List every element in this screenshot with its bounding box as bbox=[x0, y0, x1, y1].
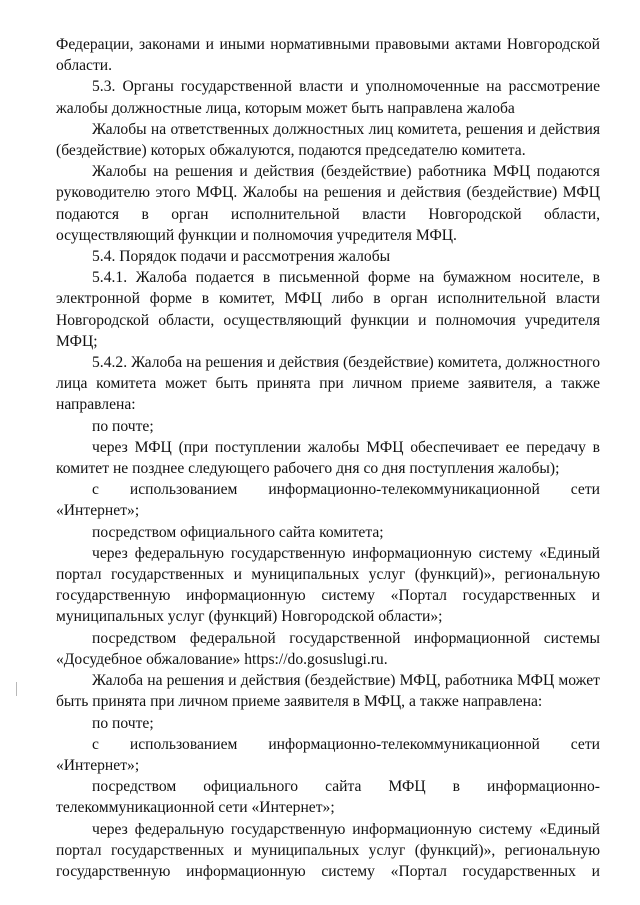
paragraph-continuation: Федерации, законами и иными нормативными правовыми актами Новгородской области. bbox=[56, 36, 600, 75]
list-item-internet-2: с использованием информационно-телекоммуникационной сети «Интернет»; bbox=[56, 735, 600, 774]
list-item-via-mfc: через МФЦ (при поступлении жалобы МФЦ обеспечивает ее передачу в комитет не позднее следующего рабочего дня со дня поступления жалобы); bbox=[56, 438, 600, 478]
list-item-federal-portal-2: через федеральную государственную информационную систему «Единый портал государственных и муниципальных услуг (функций)», региональную государственную информационную систему «Портал государственных и bbox=[56, 820, 600, 880]
margin-mark bbox=[16, 682, 17, 696]
paragraph-mfc-complaints: Жалобы на решения и действия (бездействие) работника МФЦ подаются руководителю этого МФЦ. Жалобы на решения и действия (бездействие) МФЦ подаются в орган исполнительной власти Новгородской области, осуществляющий функции и полномочия учредителя МФЦ. bbox=[56, 163, 600, 244]
section-heading-5-3: 5.3. Органы государственной власти и уполномоченные на рассмотрение жалобы должностные лица, которым может быть направлена жалоба bbox=[56, 78, 600, 117]
list-item-federal-portal: через федеральную государственную информационную систему «Единый портал государственных и муниципальных услуг (функций)», региональную государственную информационную систему «Портал государственных и муниципальных услуг (функций) Новгородской области»; bbox=[56, 544, 600, 626]
list-item-by-mail-2: по почте; bbox=[92, 714, 154, 732]
list-item-internet: с использованием информационно-телекоммуникационной сети «Интернет»; bbox=[56, 481, 600, 520]
list-item-pretrial-appeal: посредством федеральной государственной информационной системы «Досудебное обжалование» https://do.gosuslugi.ru. bbox=[56, 629, 600, 668]
section-heading-5-4: 5.4. Порядок подачи и рассмотрения жалобы bbox=[92, 248, 391, 266]
list-item-committee-site: посредством официального сайта комитета; bbox=[92, 523, 384, 541]
paragraph-committee-complaints: Жалобы на ответственных должностных лиц комитета, решения и действия (бездействие) которых обжалуются, подаются председателю комитета. bbox=[56, 120, 600, 160]
list-item-mfc-site: посредством официального сайта МФЦ в информационно-телекоммуникационной сети «Интернет»; bbox=[56, 778, 600, 817]
list-item-by-mail: по почте; bbox=[92, 417, 154, 435]
clause-5-4-1: 5.4.1. Жалоба подается в письменной форме на бумажном носителе, в электронной форме в комитет, МФЦ либо в орган исполнительной власти Новгородской области, осуществляющий функции и полномочия учредителя МФЦ; bbox=[56, 269, 600, 350]
paragraph-mfc-complaint-submission: Жалоба на решения и действия (бездействие) МФЦ, работника МФЦ может быть принята при личном приеме заявителя в МФЦ, а также направлена: bbox=[56, 672, 600, 711]
document-body bbox=[56, 34, 600, 882]
clause-5-4-2: 5.4.2. Жалоба на решения и действия (бездействие) комитета, должностного лица комитета может быть принята при личном приеме заявителя, а также направлена: bbox=[56, 354, 600, 414]
